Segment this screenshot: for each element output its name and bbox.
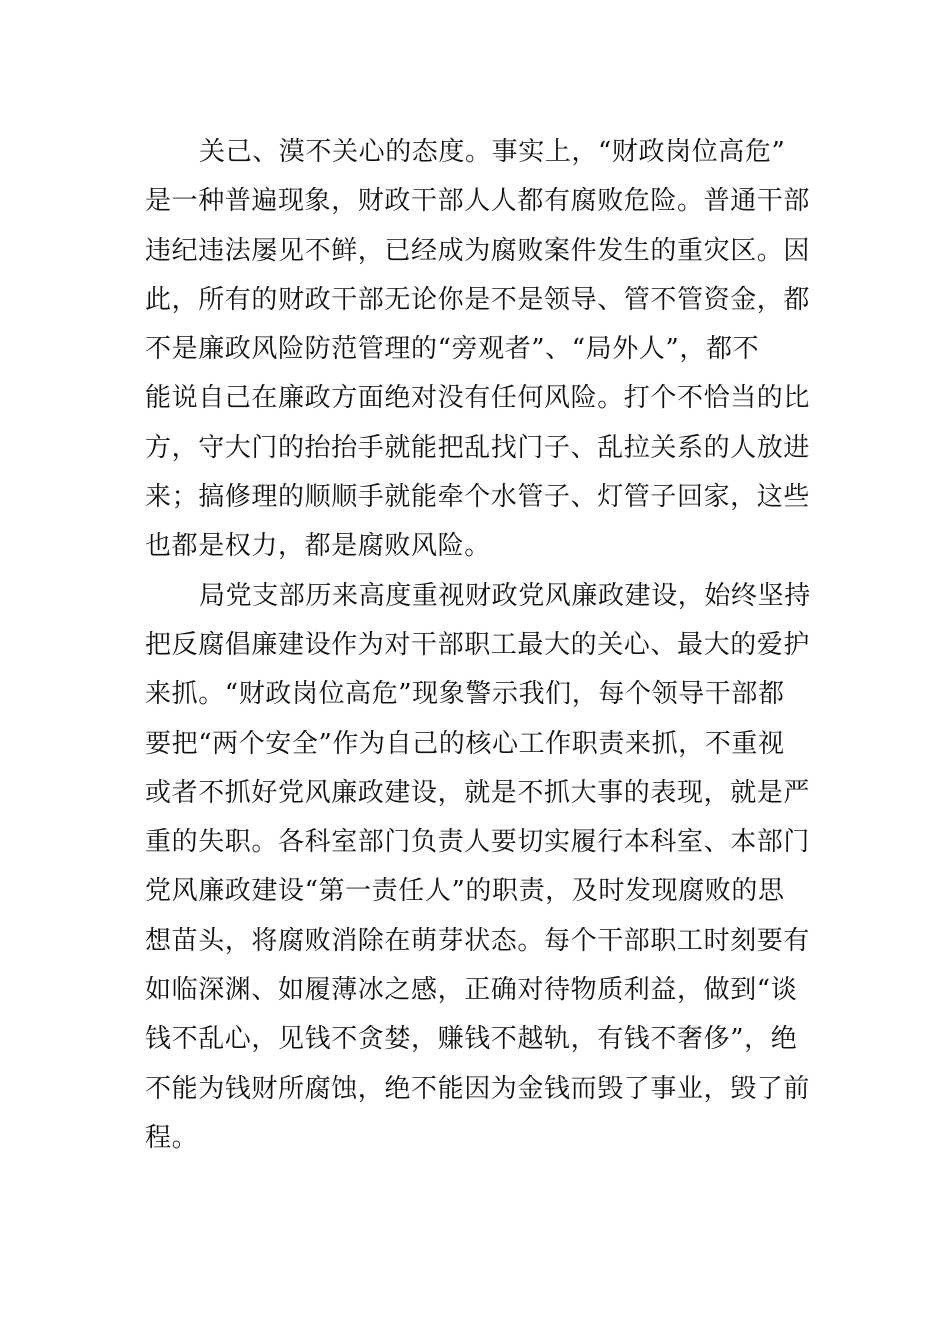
- paragraph-line: 或者不抓好党风廉政建设，就是不抓大事的表现，就是严: [145, 777, 811, 808]
- paragraph-line: 关己、漠不关心的态度。事实上，“财政岗位高危”: [199, 137, 786, 167]
- paragraph-line: 党风廉政建设“第一责任人”的职责，及时发现腐败的思: [145, 876, 785, 907]
- paragraph-line: 是一种普遍现象，财政干部人人都有腐败危险。普通干部: [145, 186, 811, 217]
- paragraph-line: 也都是权力，都是腐败风险。: [145, 531, 491, 562]
- paragraph-line: 能说自己在廉政方面绝对没有任何风险。打个不恰当的比: [145, 383, 811, 414]
- paragraph-line: 来；搞修理的顺顺手就能牵个水管子、灯管子回家，这些: [145, 482, 811, 513]
- body-text: [145, 128, 811, 1163]
- paragraph-line: 不能为钱财所腐蚀，绝不能因为金钱而毁了事业，毁了前: [145, 1073, 811, 1104]
- paragraph-line: 钱不乱心，见钱不贪婪，赚钱不越轨，有钱不奢侈”，绝: [145, 1024, 798, 1055]
- paragraph-line: 方，守大门的抬抬手就能把乱找门子、乱拉关系的人放进: [145, 432, 811, 463]
- paragraph-line: 不是廉政风险防范管理的“旁观者”、“局外人”，都不: [145, 334, 760, 365]
- paragraph-line: 此，所有的财政干部无论你是不是领导、管不管资金，都: [145, 284, 811, 315]
- paragraph-2: [145, 572, 811, 1164]
- paragraph-line: 违纪违法屡见不鲜，已经成为腐败案件发生的重灾区。因: [145, 235, 811, 266]
- paragraph-line: 想苗头，将腐败消除在萌芽状态。每个干部职工时刻要有: [145, 925, 811, 956]
- paragraph-line: 局党支部历来高度重视财政党风廉政建设，始终坚持: [199, 580, 811, 611]
- paragraph-1: [145, 128, 811, 572]
- paragraph-line: 如临深渊、如履薄冰之感，正确对待物质利益，做到“谈: [145, 975, 798, 1006]
- paragraph-line: 来抓。“财政岗位高危”现象警示我们，每个领导干部都: [145, 679, 785, 710]
- paragraph-line: 要把“两个安全”作为自己的核心工作职责来抓，不重视: [145, 728, 785, 759]
- paragraph-line: 把反腐倡廉建设作为对干部职工最大的关心、最大的爱护: [145, 629, 811, 660]
- paragraph-line: 程。: [145, 1122, 199, 1153]
- paragraph-line: 重的失职。各科室部门负责人要切实履行本科室、本部门: [145, 827, 811, 858]
